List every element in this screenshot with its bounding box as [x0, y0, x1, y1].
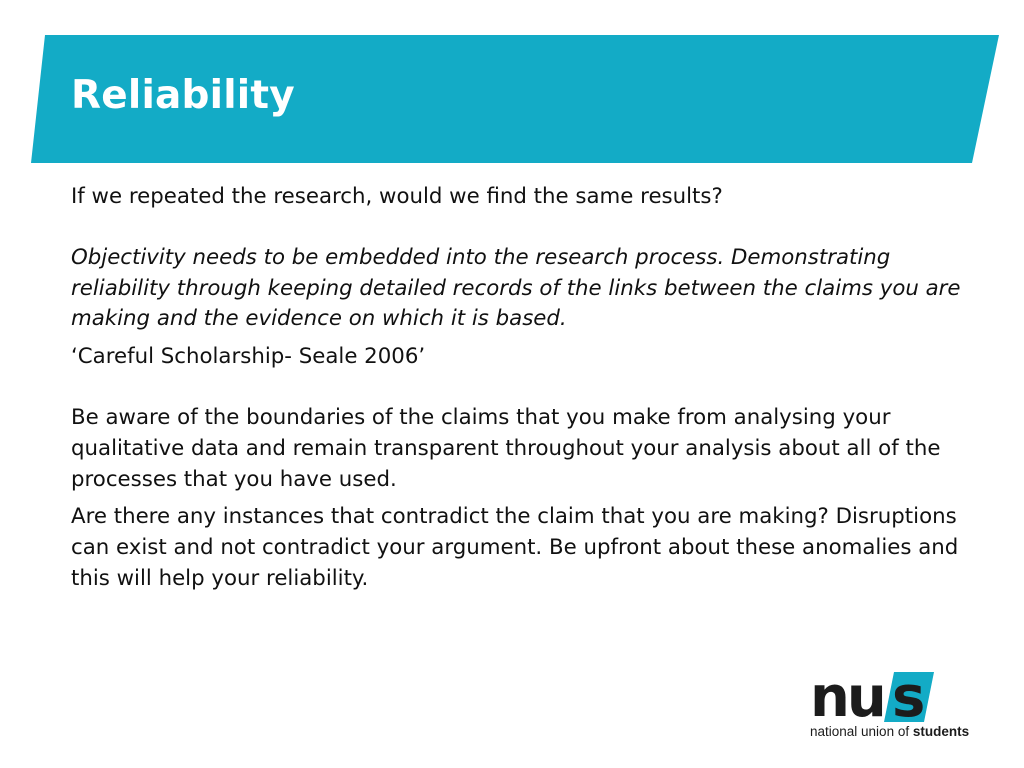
logo-wordmark: nu — [810, 665, 884, 730]
logo-wordmark-s: s — [892, 665, 926, 730]
logo-tagline-prefix: national union of — [810, 724, 913, 739]
nus-logo — [808, 665, 998, 748]
logo-mark — [808, 665, 993, 730]
slide-body — [71, 182, 971, 595]
slide-title: Reliability — [71, 73, 295, 118]
paragraph-boundaries: Be aware of the boundaries of the claims that you make from analysing your qualitative data and remain transparent throughout your analysis about all of the processes that you have used. — [71, 404, 941, 492]
logo-tagline-bold: students — [912, 724, 970, 739]
paragraph-contradictions: Are there any instances that contradict the claim that you are making? Disruptions can exist and not contradict your argument. Be upfront about these anomalies and this will help your reliability. — [71, 504, 959, 591]
logo-tagline — [810, 724, 969, 739]
paragraph-question: If we repeated the research, would we find the same results? — [71, 184, 723, 209]
paragraph-citation: ‘Careful Scholarship- Seale 2006’ — [71, 344, 426, 370]
paragraph-quote: Objectivity needs to be embedded into the research process. Demonstrating reliability through keeping detailed records of the links between the claims you are making and the evidence on which it is based. — [71, 244, 961, 332]
